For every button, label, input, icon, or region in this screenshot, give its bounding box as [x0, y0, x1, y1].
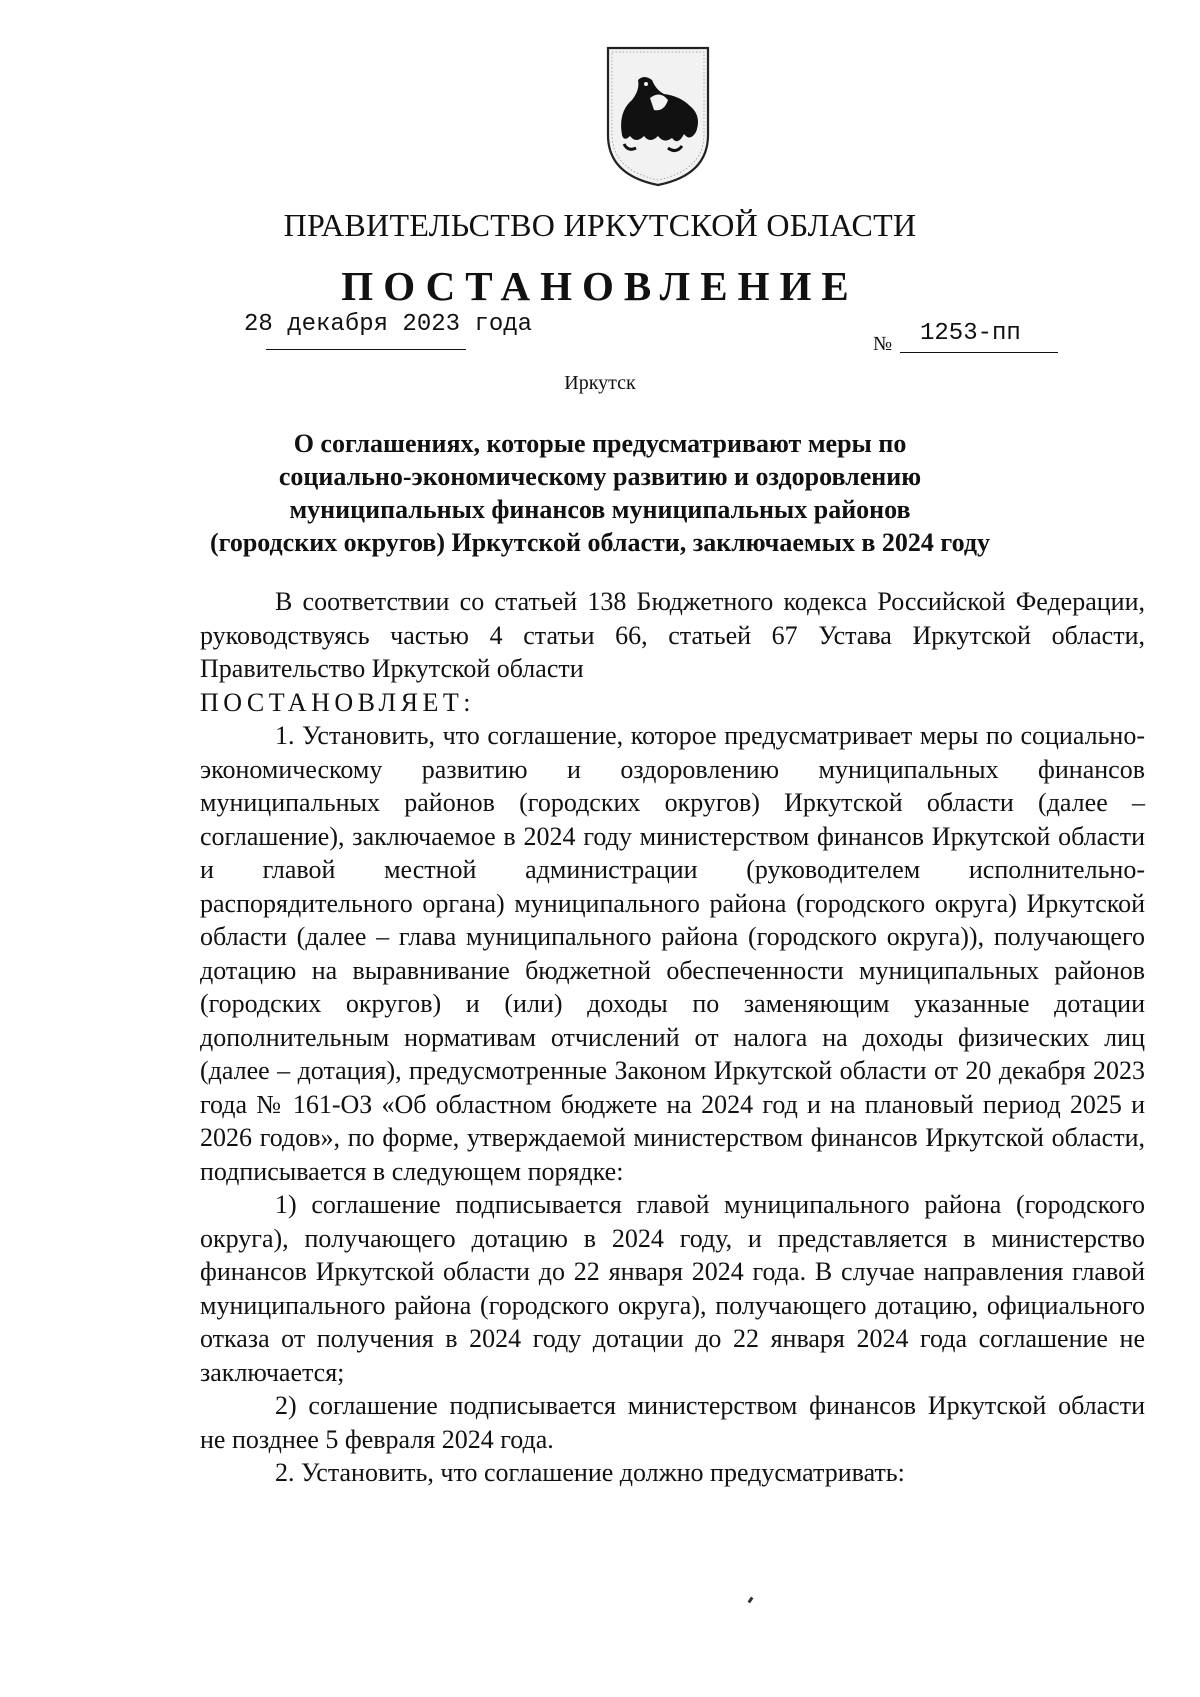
government-name: ПРАВИТЕЛЬСТВО ИРКУТСКОЙ ОБЛАСТИ — [283, 207, 917, 243]
title-line: (городских округов) Иркутской области, заключаемых в 2024 году — [210, 528, 990, 557]
decree-date: 28 декабря 2023 года — [244, 311, 533, 338]
item-1-2-paragraph: 2) соглашение подписывается министерством финансов Иркутской области не позднее 5 февраля 2024 года. — [200, 1391, 1145, 1454]
scan-speck — [748, 1597, 754, 1604]
city-name: Иркутск — [564, 372, 636, 394]
decree-number: 1253-пп — [920, 320, 1021, 347]
preamble-paragraph: В соответствии со статьей 138 Бюджетного кодекса Российской Федерации, руководствуясь частью 4 статьи 66, статьей 67 Устава Иркутской области, Правительство Иркутской области — [200, 587, 1145, 683]
resolves-heading: ПОСТАНОВЛЯЕТ: — [200, 687, 475, 717]
item-2-paragraph: 2. Установить, что соглашение должно предусматривать: — [275, 1458, 905, 1487]
decree-title — [200, 427, 1000, 559]
title-line: О соглашениях, которые предусматривают меры по — [293, 429, 907, 458]
title-line: социально-экономическому развитию и оздоровлению — [278, 462, 922, 491]
document-type: ПОСТАНОВЛЕНИЕ — [341, 263, 859, 309]
item-1-1-paragraph: 1) соглашение подписывается главой муниципального района (городского округа), получающего дотацию в 2024 году, и представляется в министерство финансов Иркутской области до 22 января 2024 года. В случае направления главой муниципального района (городского округа), получающего дотацию, официального отказа от получения в 2024 году дотации до 22 января 2024 года соглашение не заключается; — [200, 1190, 1145, 1387]
irkutsk-coat-of-arms-icon — [598, 40, 718, 190]
number-sign: № — [873, 333, 893, 355]
decree-body — [200, 585, 1145, 1490]
date-underline — [266, 349, 466, 350]
title-line: муниципальных финансов муниципальных районов — [289, 495, 911, 524]
item-1-paragraph: 1. Установить, что соглашение, которое предусматривает меры по социально-экономическому развитию и оздоровлению муниципальных финансов муниципальных районов (городских округов) Иркутской области (далее – соглашение), заключаемое в 2024 году министерством финансов Иркутской области и главой местной администрации (руководителем исполнительно-распорядительного органа) муниципального района (городского округа) Иркутской области (далее – глава муниципального района (городского округа)), получающего дотацию на выравнивание бюджетной обеспеченности муниципальных районов (городских округов) и (или) доходы по заменяющим указанные дотации дополнительным нормативам отчислений от налога на доходы физических лиц (далее – дотация), предусмотренные Законом Иркутской области от 20 декабря 2023 года № 161-ОЗ «Об областном бюджете на 2024 год и на плановый период 2025 и 2026 годов», по форме, утверждаемой министерством финансов Иркутской области, подписывается в следующем порядке: — [200, 721, 1145, 1186]
number-underline — [900, 352, 1058, 353]
